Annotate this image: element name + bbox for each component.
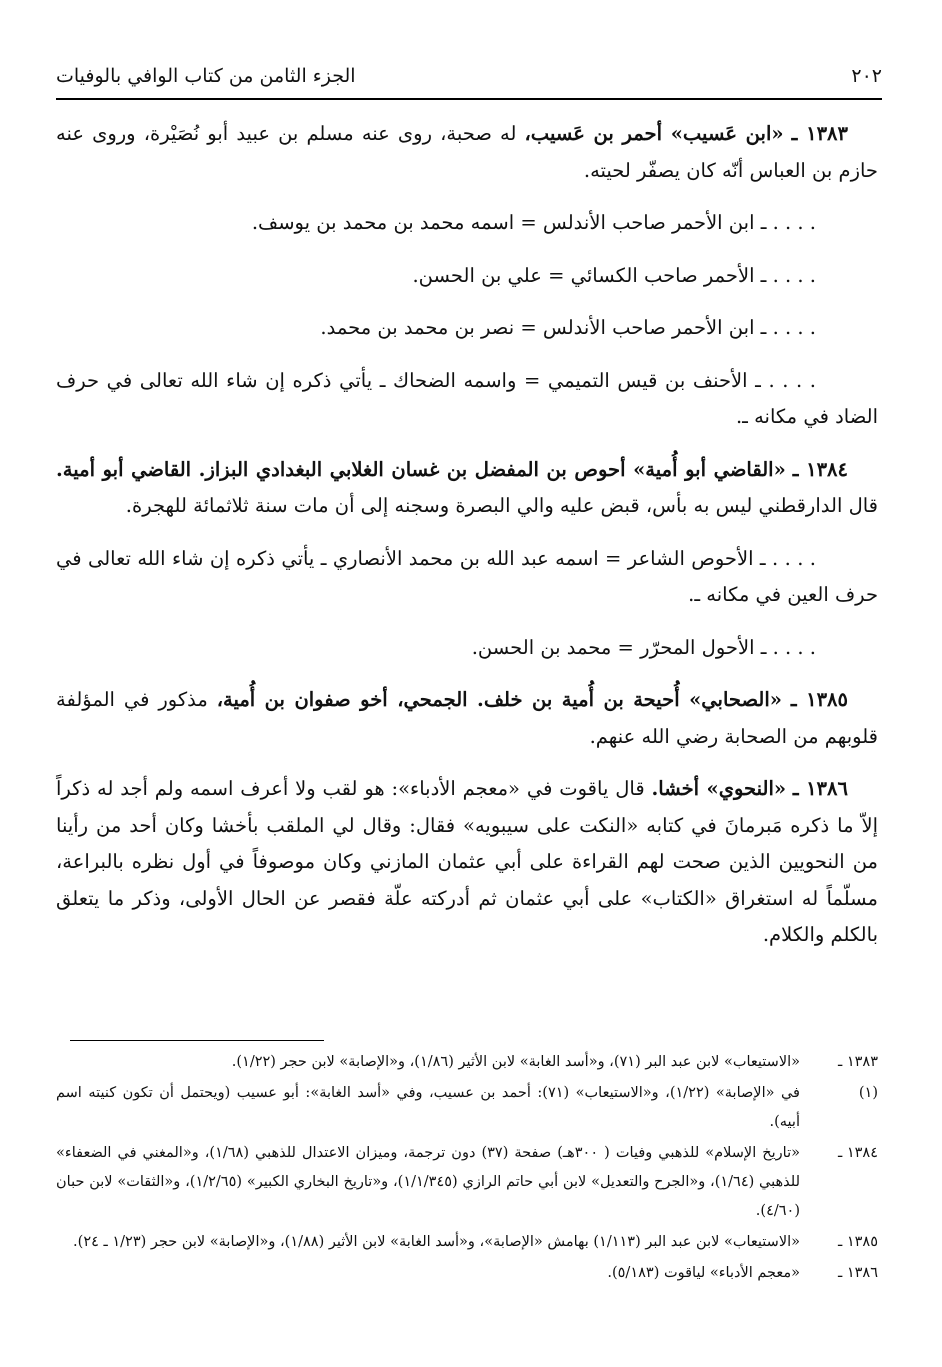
header-rule — [56, 98, 882, 100]
entry-1386 — [56, 771, 878, 954]
footnote-number: ١٣٨٤ ـ — [837, 1145, 878, 1161]
cross-reference: . . . . ـ الأحنف بن قيس التميمي = واسمه الضحاك ـ يأتي ذكره إن شاء الله تعالى في حرف الضاد في مكانه ـ. — [56, 368, 878, 428]
cross-reference: . . . . ـ ابن الأحمر صاحب الأندلس = اسمه محمد بن محمد بن يوسف. — [251, 211, 816, 234]
entry-heading: «ابن عَسيب» أحمر بن عَسيب، — [524, 122, 784, 145]
footnote — [56, 1139, 878, 1226]
footnote-rule — [70, 1040, 324, 1041]
footnote-number: (١) — [858, 1085, 878, 1101]
footnote-text: «الاستيعاب» لابن عبد البر (١/١١٣) بهامش «الإصابة»، و«أسد الغابة» لابن الأثير (١/٨٨)، و«الإصابة» لابن حجر (١/٢٣ ـ ٢٤). — [73, 1234, 800, 1250]
entry-1384 — [56, 452, 878, 525]
entry-number: ١٣٨٣ ـ — [791, 122, 848, 145]
footnote — [56, 1079, 878, 1137]
cross-reference: . . . . ـ الأحمر صاحب الكسائي = علي بن الحسن. — [412, 263, 816, 287]
footnote — [56, 1228, 878, 1257]
footnote-number: ١٣٨٥ ـ — [837, 1234, 878, 1250]
entry-text: له صحبة، روى عنه مسلم بن عبيد أبو نُصَيْرة، وروى عنه حازم بن العباس أنّه كان يصفّر لحيته. — [56, 122, 878, 182]
footnote — [56, 1259, 878, 1288]
footnote-number: ١٣٨٦ ـ — [837, 1265, 878, 1281]
entry-heading: «النحوي» أخشا. — [651, 777, 787, 800]
cross-reference: . . . . ـ ابن الأحمر صاحب الأندلس = نصر بن محمد بن محمد. — [320, 316, 816, 339]
footnote-text: «معجم الأدباء» لياقوت (٥/١٨٣). — [607, 1265, 800, 1281]
cross-reference: . . . . ـ الأحول المحرّر = محمد بن الحسن. — [471, 635, 816, 659]
running-title: الجزء الثامن من كتاب الوافي بالوفيات — [56, 65, 356, 87]
entry-1385 — [56, 682, 878, 755]
entry-1383 — [56, 116, 878, 189]
footnote-text: «الاستيعاب» لابن عبد البر (٧١)، و«أسد الغابة» لابن الأثير (١/٨٦)، و«الإصابة» لابن حجر (١/٢٢). — [231, 1054, 800, 1070]
entry-heading: «الصحابي» أُحيحة بن أُمية بن خلف. الجمحي، أخو صفوان بن أُمية، — [216, 688, 782, 711]
entry-heading: «القاضي أبو أُمية» أحوص بن المفضل بن غسان الغلابي البغدادي البزاز. القاضي أبو أمية. — [56, 457, 786, 481]
footnote-number: ١٣٨٣ ـ — [837, 1054, 878, 1070]
footnote-text: «تاريخ الإسلام» للذهبي وفيات ( ٣٠٠هـ) صفحة (٣٧) دون ترجمة، وميزان الاعتدال للذهبي (١/٦٨)، و«المغني في الضعفاء» للذهبي (١/٦٤)، و«الجرح والتعديل» لابن أبي حاتم الرازي (١/١/٣٤٥)، و«تاريخ البخاري الكبير» (١/٢/٦٥)، و«الثقات» لابن حبان (٤/٦٠). — [56, 1145, 800, 1219]
entry-number: ١٣٨٦ ـ — [792, 777, 848, 800]
page-number: ٢٠٢ — [851, 65, 882, 87]
entry-text: قال الدارقطني ليس به بأس، قبض عليه والي البصرة وسجنه إلى أن مات سنة ثلاثمائة للهجرة. — [125, 494, 878, 517]
footnote-text: في «الإصابة» (١/٢٢)، و«الاستيعاب» (٧١): أحمد بن عسيب، وفي «أسد الغابة»: أبو عسيب (ويحتمل أن تكون كنيته اسم أبيه). — [56, 1085, 800, 1130]
entry-number: ١٣٨٤ ـ — [792, 457, 848, 481]
entry-text: قال ياقوت في «معجم الأدباء»: هو لقب ولا أعرف اسمه ولم أجد له ذكراً إلاّ ما ذكره مَبرمانَ في كتابه «النكت على سيبويه» فقال: وقال لي الملقب بأخشا وكان أحد من رأينا من النحويين الذين صحت لهم القراءة على أبي عثمان المازني وكان موصوفاً في أول نظره بالبراعة، مسلّماً له استغراق «الكتاب» على أبي عثمان ثم أدركته علّة فقصر عن الحال الأولى، وذكر ما يتعلق بالكلم والكلام. — [56, 777, 878, 946]
main-text — [56, 116, 878, 970]
footnotes — [56, 1048, 878, 1290]
cross-reference: . . . . ـ الأحوص الشاعر = اسمه عبد الله بن محمد الأنصاري ـ يأتي ذكره إن شاء الله تعالى في حرف العين في مكانه ـ. — [56, 546, 878, 606]
page-header — [56, 58, 882, 94]
entry-number: ١٣٨٥ ـ — [790, 688, 848, 711]
footnote — [56, 1048, 878, 1077]
entry-text: مذكور في المؤلفة قلوبهم من الصحابة رضي الله عنهم. — [56, 688, 878, 748]
